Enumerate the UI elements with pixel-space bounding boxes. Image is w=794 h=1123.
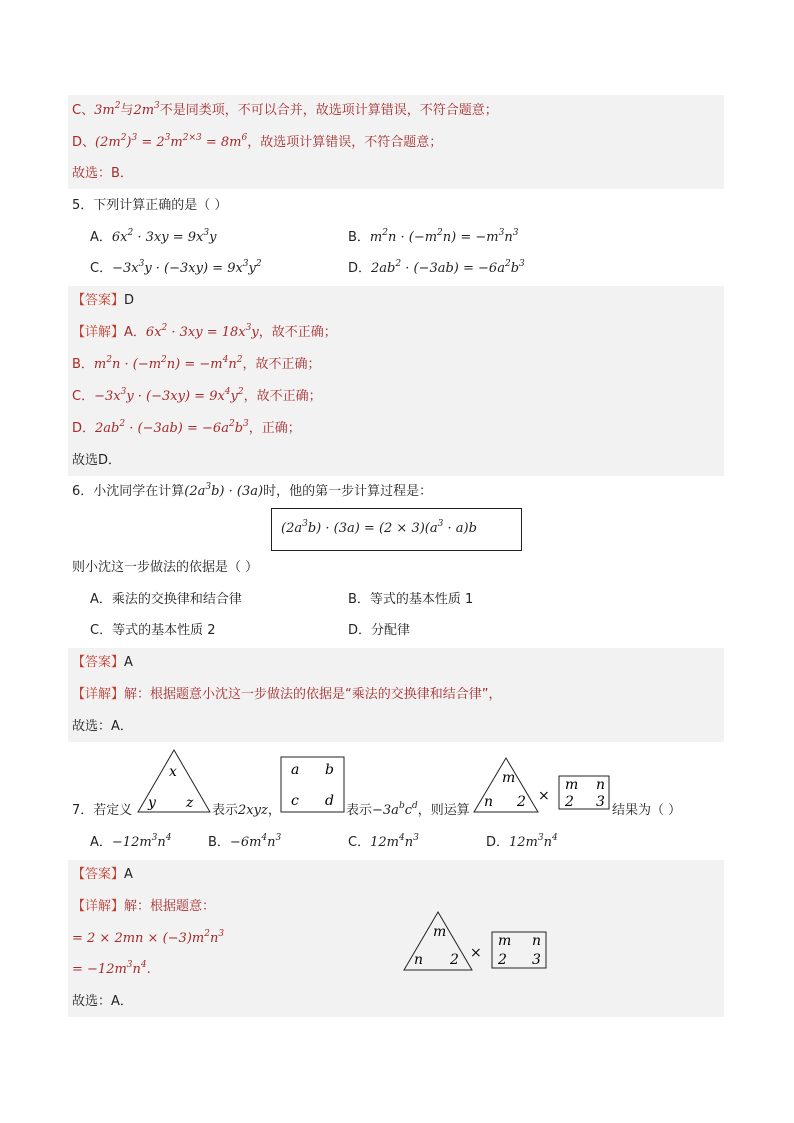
solution-square-br: 3 [532,952,541,968]
square-def-bl: c [291,793,299,809]
triangle-op-right: 2 [517,794,526,810]
q6-stem: 6．小沈同学在计算$(2a^3b) \cdot (3a)$时，他的第一步计算过程是： [72,482,433,499]
q7-step-1: = $2 \times 2mn \times (-3)m^2n^3$ [72,929,225,946]
q7-solution-figure [402,910,550,972]
q7-conclusion: 故选：A． [72,994,133,1009]
q5-conclusion: 故选D． [72,453,122,468]
solution-square-tl: m [498,933,512,949]
q7-stem-prefix: 7．若定义 [72,803,133,818]
q5-solution-band [68,286,724,476]
q5-option-c: C．$-3x^3y \cdot (-3xy) = 9x^3y^2$ [90,259,262,276]
q5-detail-d: D．$2ab^2 \cdot (-3ab) = -6a^2b^3$，正确； [72,419,301,436]
q5-option-d: D．$2ab^2 \cdot (-3ab) = -6a^2b^3$ [348,259,525,276]
q7-option-b: B．$-6m^4n^3$ [208,833,282,850]
q7-option-a: A．$-12m^3n^4$ [90,833,172,850]
q7-represents-2: 表示$-3a^bc^d$，则运算 [346,801,470,818]
q7-square-definition [280,756,346,814]
square-op-tr: n [596,777,606,793]
q7-option-d: D．$12m^3n^4$ [486,833,558,850]
solution-square-bl: 2 [498,952,507,968]
q5-detail-a: 【详解】A．$6x^2 \cdot 3xy = 18x^3y$，故不正确； [72,323,337,340]
q5-option-b: B．$m^2n \cdot (-m^2n) = -m^3n^3$ [348,228,519,245]
solution-square-tr: n [532,933,542,949]
q7-result-for: 结果为（ ） [612,803,682,818]
q7-represents-1: 表示2xyz， [212,803,281,818]
solution-times-sign: × [470,945,482,961]
q6-option-c: C．等式的基本性质 2 [90,623,216,638]
triangle-def-left: y [148,795,156,811]
q5-answer: 【答案】D [72,293,135,308]
q7-detail: 【详解】解：根据题意： [72,899,216,914]
q6-option-b: B．等式的基本性质 1 [348,592,474,607]
solution-triangle-left: n [414,952,424,968]
q7-step-2: = $-12m^3n^4$. [72,960,151,977]
q5-option-a: A．$6x^2 \cdot 3xy = 9x^3y$ [90,228,217,245]
triangle-def-top: x [169,764,177,780]
solution-triangle-top: m [433,924,447,940]
square-op-br: 3 [596,794,605,810]
q6-conclusion: 故选：A． [72,719,133,734]
square-op-tl: m [565,777,579,793]
q6-option-d: D．分配律 [348,623,411,638]
q7-operation-figure [472,756,612,814]
q5-stem: 5．下列计算正确的是（ ） [72,198,228,213]
q7-answer: 【答案】A [72,867,133,882]
q6-detail: 【详解】解：根据题意小沈这一步做法的依据是“乘法的交换律和结合律”， [72,687,502,702]
triangle-op-top: m [502,770,516,786]
q4-answer-line: 故选：B． [72,166,133,181]
square-def-tl: a [291,762,300,778]
solution-triangle-right: 2 [450,952,459,968]
q4-option-c-line: C、$3m^2$与$2m^3$不是同类项，不可以合并，故选项计算错误，不符合题意； [72,101,498,118]
q5-detail-c: C．$-3x^3y \cdot (-3xy) = 9x^4y^2$，故不正确； [72,387,322,404]
q4-option-d-line: D、$(2m^2)^3 = 2^3m^{2\times 3} = 8m^6$，故选项计算错误，不符合题意； [72,133,443,150]
q6-process-formula: $(2a^3b) \cdot (3a) = (2 \times 3)(a^3 \cdot a)b$ [281,519,477,536]
q7-option-c: C．$12m^4n^3$ [348,833,419,850]
q6-answer: 【答案】A [72,655,133,670]
q7-triangle-definition [136,748,212,814]
triangle-op-left: n [484,794,494,810]
triangle-def-right: z [186,795,194,811]
q5-detail-b: B．$m^2n \cdot (-m^2n) = -m^4n^2$，故不正确； [72,355,321,372]
times-sign: × [538,788,550,804]
q6-option-a: A．乘法的交换律和结合律 [90,592,242,607]
square-def-br: d [325,793,334,809]
q6-question: 则小沈这一步做法的依据是（ ） [72,560,259,575]
q6-process-box [271,508,522,551]
square-op-bl: 2 [565,794,574,810]
square-def-tr: b [325,762,334,778]
